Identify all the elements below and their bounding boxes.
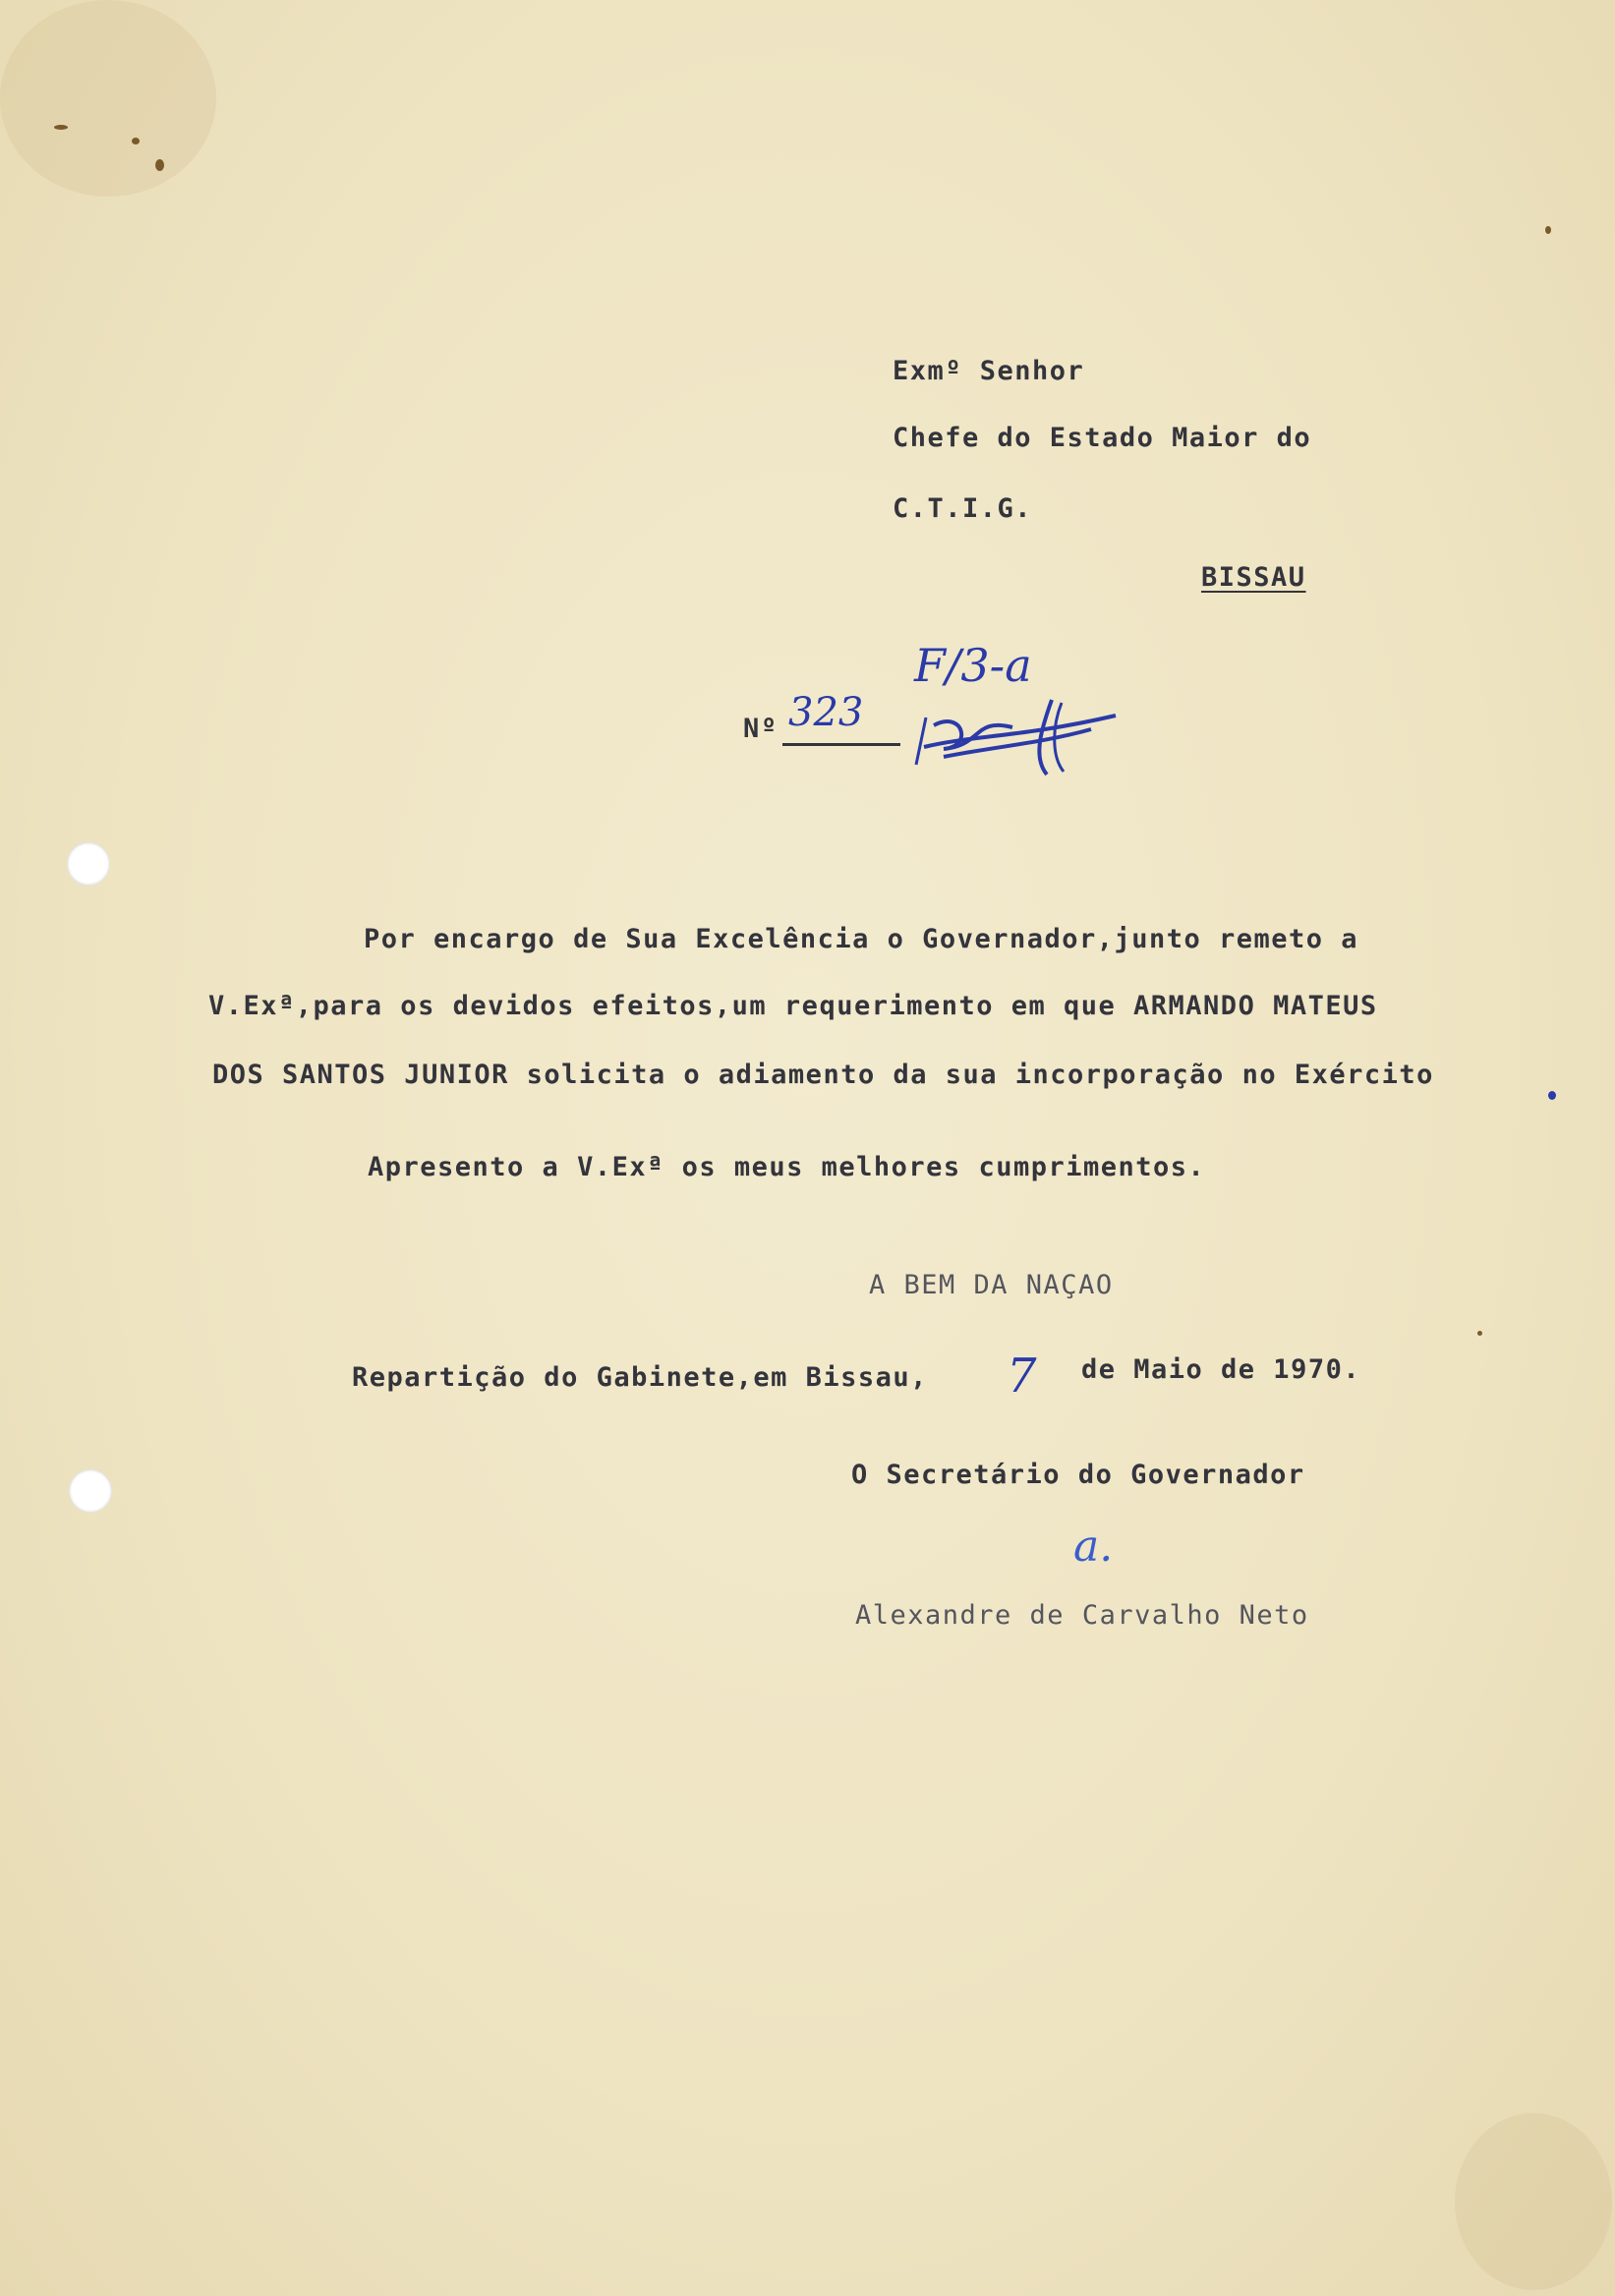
closing-date-suffix: de Maio de 1970.: [1081, 1354, 1361, 1385]
address-organization: C.T.I.G.: [893, 493, 1033, 524]
paper-stain: [0, 0, 216, 197]
signature-mark: a.: [1073, 1521, 1114, 1572]
paper-speck: [155, 159, 164, 171]
paper-speck: [54, 125, 68, 130]
punch-hole-bottom: [69, 1469, 112, 1513]
body-line-1: Por encargo de Sua Excelência o Governador,junto remeto a: [364, 924, 1359, 954]
address-salutation: Exmº Senhor: [893, 356, 1085, 386]
paper-stain: [1455, 2113, 1612, 2290]
closing-date-prefix: Repartição do Gabinete,em Bissau,: [352, 1362, 928, 1393]
address-recipient: Chefe do Estado Maior do: [893, 423, 1312, 453]
body-closing-line: Apresento a V.Exª os meus melhores cumprimentos.: [368, 1152, 1206, 1182]
closing-date-day-handwritten: 7: [1007, 1349, 1037, 1404]
ink-dot: [1548, 1091, 1556, 1100]
reference-annotation-handwritten: F/3-a: [914, 639, 1032, 692]
reference-number-underline: [782, 743, 900, 746]
reference-prefix: Nº: [743, 714, 779, 744]
signer-name: Alexandre de Carvalho Neto: [855, 1600, 1309, 1631]
paper-speck: [132, 138, 140, 144]
crossed-out-scribble-icon: [904, 688, 1121, 781]
body-line-3: DOS SANTOS JUNIOR solicita o adiamento da sua incorporação no Exército: [212, 1060, 1434, 1090]
paper-speck: [1477, 1331, 1482, 1336]
body-line-2: V.Exª,para os devidos efeitos,um requerimento em que ARMANDO MATEUS: [208, 991, 1378, 1021]
closing-motto: A BEM DA NAÇAO: [869, 1270, 1114, 1300]
reference-number-handwritten: 323: [788, 690, 864, 735]
signer-title: O Secretário do Governador: [851, 1460, 1305, 1490]
address-city: BISSAU: [1201, 562, 1306, 593]
paper-speck: [1545, 226, 1551, 234]
punch-hole-top: [67, 842, 110, 886]
